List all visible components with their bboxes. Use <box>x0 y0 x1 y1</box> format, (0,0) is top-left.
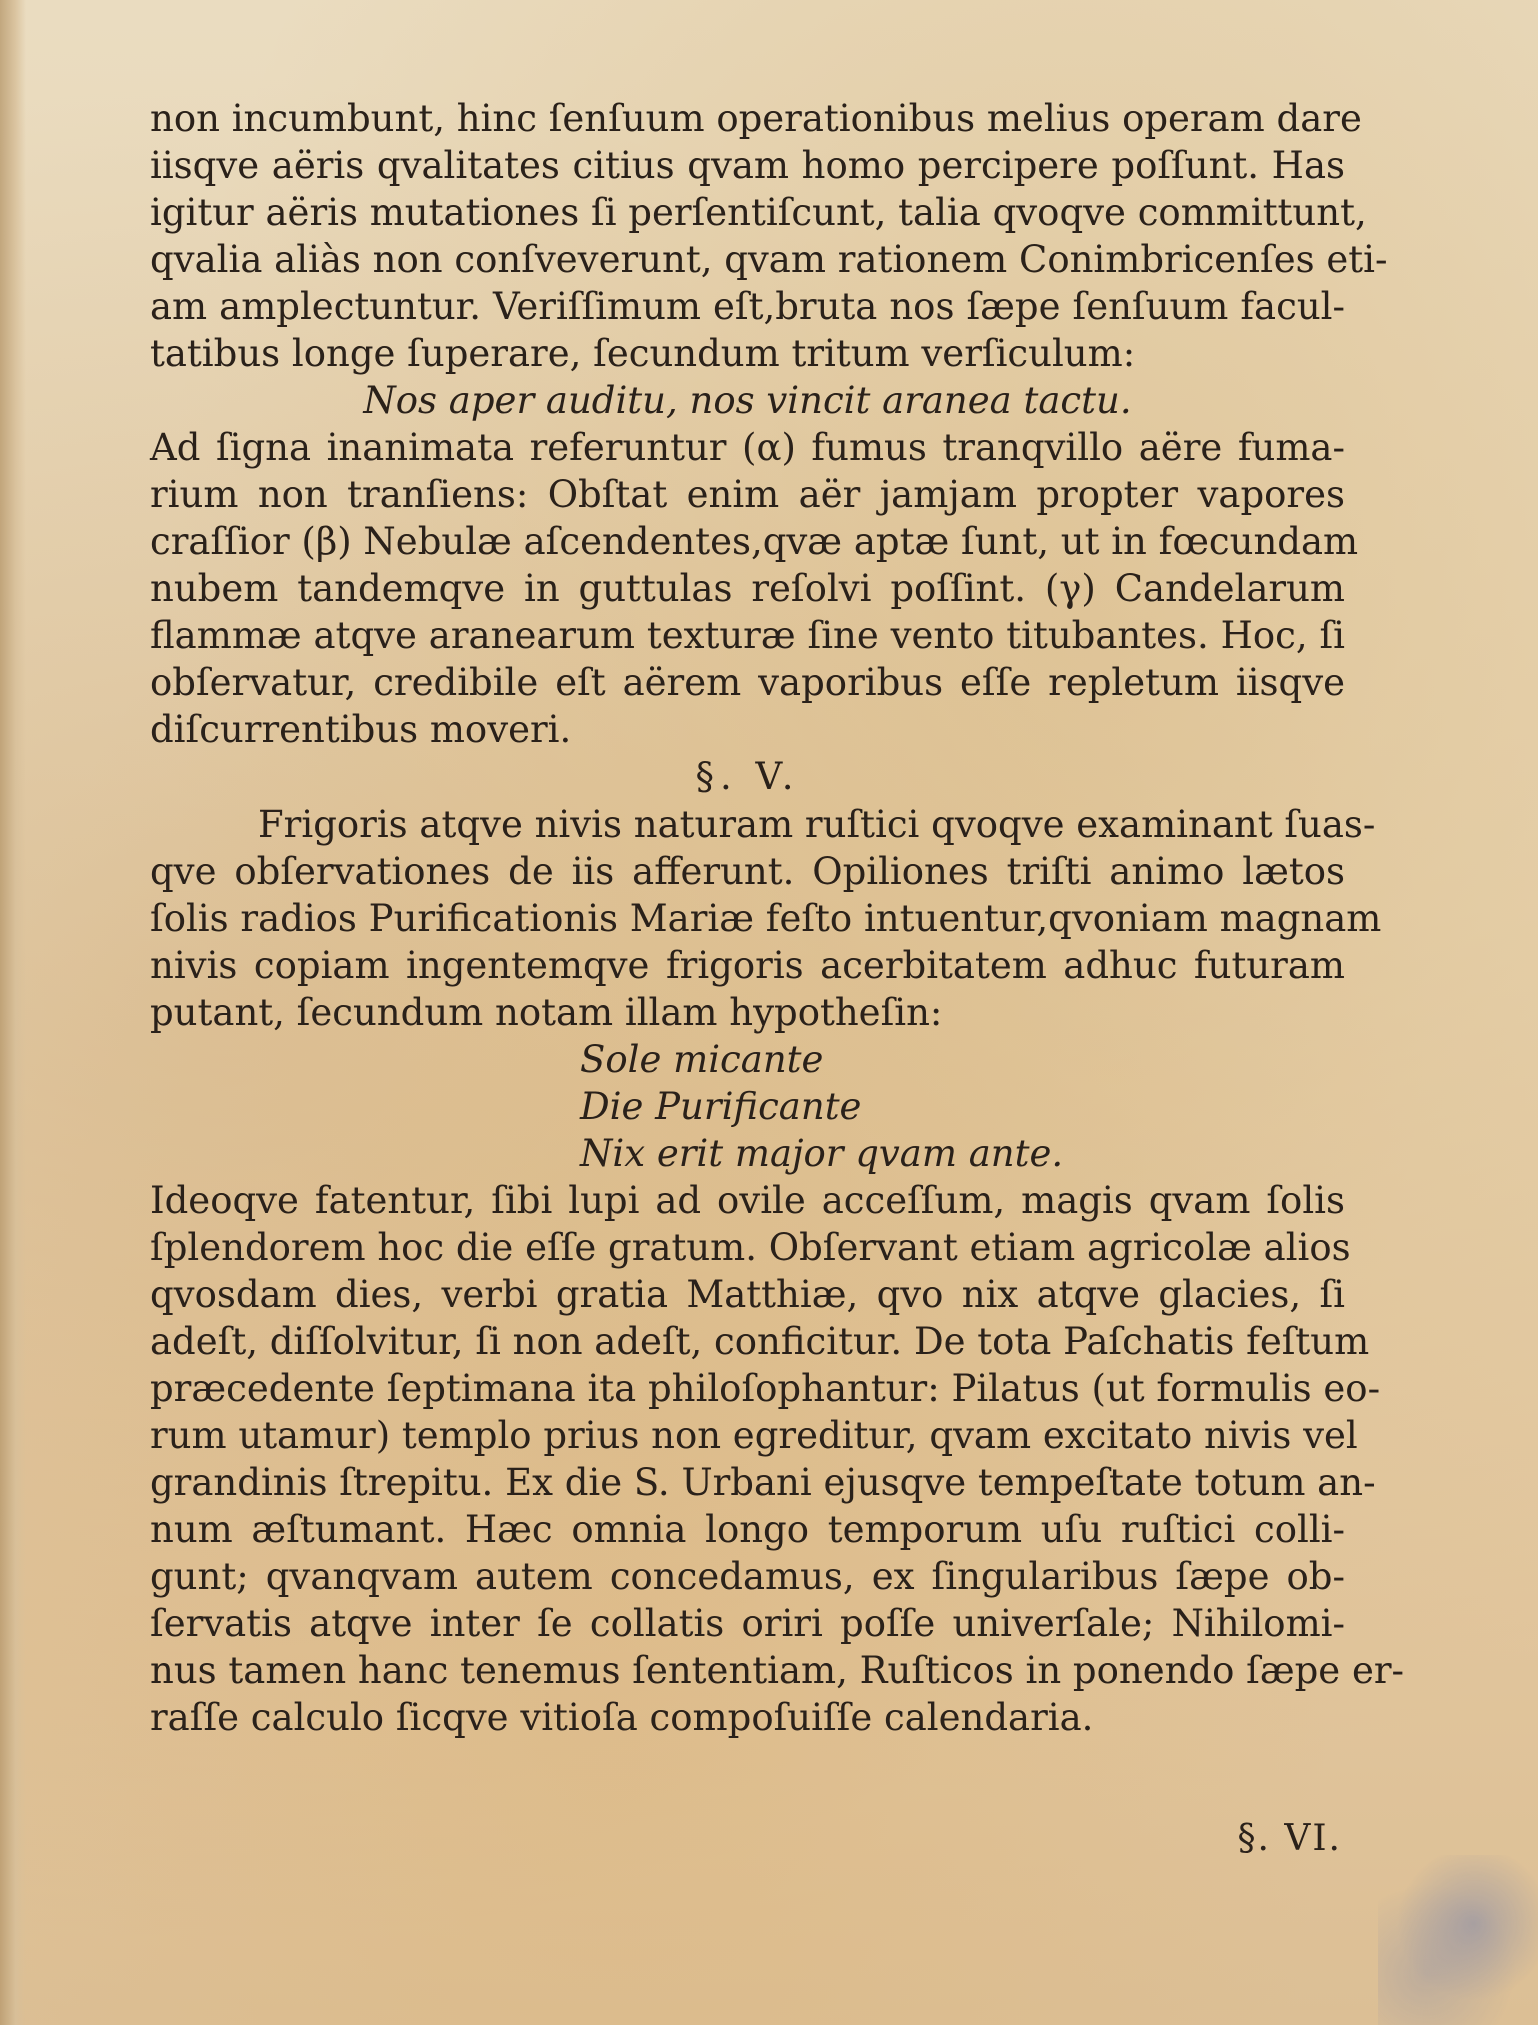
text-line: præcedente ſeptimana ita philoſophantur: Pilatus (ut formulis eo- <box>150 1367 1381 1410</box>
text-line: qvalia aliàs non conſveverunt, qvam rationem Conimbricenſes eti- <box>150 238 1388 281</box>
text-line: rum utamur) templo prius non egreditur, qvam excitato nivis vel <box>150 1414 1358 1457</box>
text-line: putant, ſecundum notam illam hypotheſin: <box>150 991 943 1034</box>
text-line: rium non tranſiens: Obſtat enim aër jamjam propter vapores <box>150 473 1345 516</box>
text-line: am amplectuntur. Veriſſimum eſt,bruta nos ſæpe ſenſuum facul- <box>150 285 1345 328</box>
text-line: nivis copiam ingentemqve frigoris acerbitatem adhuc futuram <box>150 944 1345 987</box>
body-text <box>150 95 1405 1741</box>
ink-stain <box>1378 1855 1538 2025</box>
text-line: craſſior (β) Nebulæ aſcendentes,qvæ aptæ ſunt, ut in fœcundam <box>150 520 1359 563</box>
verse-line: Die Purificante <box>580 1085 862 1128</box>
text-line: Ad ſigna inanimata referuntur (α) fumus tranqvillo aëre fuma- <box>150 426 1345 469</box>
quoted-verse: Nos aper auditu, nos vincit aranea tactu. <box>363 379 1132 422</box>
text-line: gunt; qvanqvam autem concedamus, ex ſingularibus ſæpe ob- <box>150 1555 1345 1598</box>
section-heading: §. V. <box>695 755 800 798</box>
text-line: ſplendorem hoc die eſſe gratum. Obſervant etiam agricolæ alios <box>150 1226 1351 1269</box>
binding-gutter <box>0 0 26 2025</box>
text-line: igitur aëris mutationes ſi perſentiſcunt, talia qvoqve committunt, <box>150 191 1367 234</box>
text-line: ſervatis atqve inter ſe collatis oriri poſſe univerſale; Nihilomi- <box>150 1602 1345 1645</box>
text-line: nubem tandemqve in guttulas reſolvi poſſint. (γ) Candelarum <box>150 567 1345 610</box>
text-line: nus tamen hanc tenemus ſententiam, Ruſticos in ponendo ſæpe er- <box>150 1649 1405 1692</box>
text-line: non incumbunt, hinc ſenſuum operationibus melius operam dare <box>150 97 1362 140</box>
text-line: qve obſervationes de iis afferunt. Opiliones triſti animo lætos <box>150 850 1345 893</box>
verse-line: Nix erit major qvam ante. <box>580 1132 1064 1175</box>
text-line: num æſtumant. Hæc omnia longo temporum uſu ruſtici colli- <box>150 1508 1345 1551</box>
catchword: §. VI. <box>1237 1818 1342 1859</box>
text-line: ſolis radios Purificationis Mariæ feſto intuentur,qvoniam magnam <box>150 897 1382 940</box>
text-line: flammæ atqve aranearum texturæ ſine vento titubantes. Hoc, ſi <box>150 614 1345 657</box>
verse-line: Sole micante <box>580 1038 824 1081</box>
text-line: diſcurrentibus moveri. <box>150 708 572 751</box>
text-line: tatibus longe ſuperare, ſecundum tritum verſiculum: <box>150 332 1136 375</box>
text-line: obſervatur, credibile eſt aërem vaporibus eſſe repletum iisqve <box>150 661 1345 704</box>
text-line: Frigoris atqve nivis naturam ruſtici qvoqve examinant ſuas- <box>258 803 1376 846</box>
text-line: Ideoqve fatentur, ſibi lupi ad ovile acceſſum, magis qvam ſolis <box>150 1179 1345 1222</box>
text-line: adeſt, diſſolvitur, ſi non adeſt, conficitur. De tota Paſchatis feſtum <box>150 1320 1370 1363</box>
text-line: raſſe calculo ſicqve vitioſa compoſuiſſe calendaria. <box>150 1696 1094 1739</box>
text-line: qvosdam dies, verbi gratia Matthiæ, qvo nix atqve glacies, ſi <box>150 1273 1345 1316</box>
text-line: iisqve aëris qvalitates citius qvam homo percipere poſſunt. Has <box>150 144 1345 187</box>
text-line: grandinis ſtrepitu. Ex die S. Urbani ejusqve tempeſtate totum an- <box>150 1461 1376 1504</box>
